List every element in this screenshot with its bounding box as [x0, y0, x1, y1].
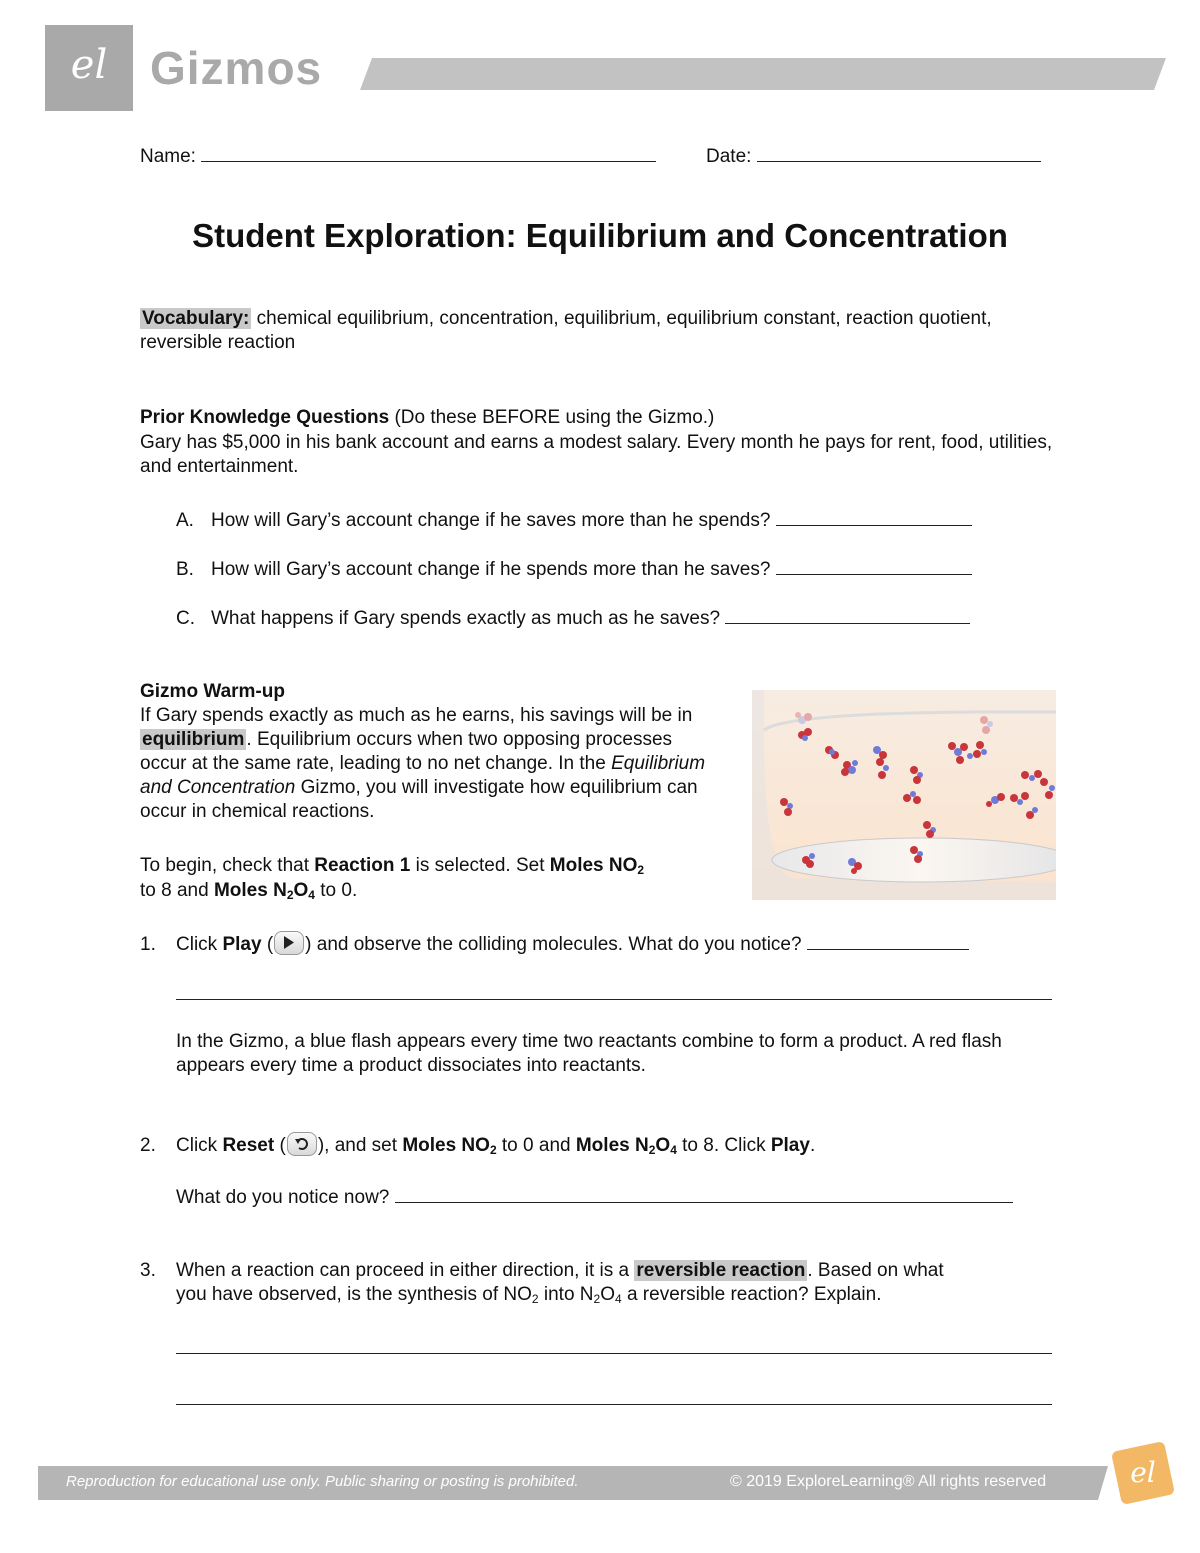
- question-text: .: [809, 1135, 816, 1157]
- reset-label: Reset: [222, 1135, 275, 1157]
- question-letter: B.: [176, 559, 194, 580]
- question-text: Click: [176, 934, 218, 955]
- play-label: Play: [222, 934, 262, 955]
- vocabulary: [140, 307, 1050, 355]
- warmup-paragraph: [140, 704, 722, 824]
- answer-line-3a[interactable]: [176, 1353, 1052, 1354]
- warmup-text: . Equilibrium occurs when two opposing processes occur at the same rate, leading to no net change. In the: [140, 729, 673, 774]
- brand-name: Gizmos: [150, 42, 323, 94]
- question-text: What do you notice now?: [176, 1187, 390, 1208]
- vocabulary-label: Vocabulary:: [142, 308, 250, 329]
- header-bar: [360, 58, 1166, 90]
- warmup-text: Gizmo, you will investigate how equilibrium can occur in chemical reactions.: [140, 777, 698, 822]
- question-text: you have observed, is the synthesis of NO: [176, 1284, 532, 1305]
- play-label: Play: [770, 1135, 810, 1157]
- question-1: 1. Click Play ( ) and observe the colliding molecules. What do you notice?: [140, 931, 969, 957]
- question-3: [140, 1259, 944, 1283]
- question-3-line2: [176, 1283, 882, 1308]
- warmup-heading: Gizmo Warm-up: [140, 681, 285, 702]
- answer-line-1b[interactable]: [176, 999, 1052, 1000]
- date-label: Date:: [706, 146, 752, 167]
- question-letter: A.: [176, 510, 194, 531]
- instruction-text: to 8 and: [140, 880, 209, 901]
- moles-no2-label: Moles $NO_2$: [549, 855, 645, 877]
- reaction-1-label: Reaction 1: [314, 855, 411, 876]
- question-text: When a reaction can proceed in either direction, it is a: [176, 1260, 630, 1281]
- question-a: [176, 507, 972, 533]
- question-c: [176, 605, 970, 631]
- q2-notice: [176, 1184, 1013, 1210]
- answer-blank-a[interactable]: [776, 507, 972, 526]
- question-text: ) and observe the colliding molecules. What do you notice?: [305, 934, 802, 955]
- svg-text:el: el: [1130, 1456, 1156, 1489]
- question-number: 1.: [140, 934, 156, 955]
- question-2: 2. Click Reset ( ), and set Moles $NO_2$ to 0 and Moles $N_2O_4$ to 8. Click Play.: [140, 1134, 815, 1159]
- term-equilibrium: equilibrium: [142, 729, 245, 750]
- question-number: 2.: [140, 1135, 156, 1157]
- question-number: 3.: [140, 1260, 156, 1281]
- date-line: [706, 143, 1041, 169]
- reset-icon: [287, 1132, 317, 1156]
- term-reversible-reaction: reversible reaction: [636, 1260, 806, 1281]
- prior-knowledge-note: (Do these BEFORE using the Gizmo.): [394, 407, 715, 428]
- answer-blank-1a[interactable]: [807, 931, 969, 950]
- moles-no2-label: Moles $NO_2$: [402, 1135, 497, 1158]
- question-text: . Based on what: [807, 1260, 944, 1281]
- footer-right-text: © 2019 ExploreLearning® All rights reserved: [730, 1473, 1047, 1490]
- gizmo-name: Equilibrium and Concentration: [140, 753, 706, 798]
- question-text: a reversible reaction? Explain.: [621, 1284, 882, 1305]
- question-text: ), and set: [317, 1135, 398, 1157]
- instruction-text: to 0.: [320, 880, 358, 901]
- question-b: [176, 556, 972, 582]
- header: [0, 0, 1200, 120]
- question-letter: C.: [176, 608, 195, 629]
- play-icon: [274, 931, 304, 955]
- prior-knowledge-title: Prior Knowledge Questions: [140, 407, 390, 428]
- question-text: to 8. Click: [682, 1135, 766, 1157]
- answer-blank-b[interactable]: [776, 556, 972, 575]
- date-field[interactable]: [757, 143, 1041, 162]
- name-line: [140, 143, 656, 169]
- q1-note: In the Gizmo, a blue flash appears every time two reactants combine to form a product. A red flash appears every time a product dissociates into reactants.: [176, 1031, 1002, 1076]
- question-text: Click: [176, 1135, 218, 1157]
- answer-blank-2[interactable]: [395, 1184, 1013, 1203]
- moles-n2o4-label: Moles $N_2O_4$: [575, 1135, 677, 1158]
- moles-n2o4-label: Moles $N_2O_4$: [213, 880, 315, 902]
- question-text: What happens if Gary spends exactly as much as he saves?: [211, 608, 721, 629]
- warmup-instructions: [140, 854, 722, 904]
- el-badge: [1110, 1440, 1176, 1506]
- answer-line-3b[interactable]: [176, 1404, 1052, 1405]
- molecules-beaker-image: [752, 690, 1056, 900]
- logo-box: [45, 25, 133, 111]
- instruction-text: is selected. Set: [415, 855, 545, 876]
- answer-blank-c[interactable]: [725, 605, 970, 624]
- question-text: into N: [538, 1284, 594, 1305]
- page-title: Student Exploration: Equilibrium and Concentration: [192, 217, 1008, 254]
- q3-line2-placeholder: you have observed, is the synthesis of $NO_2$ into $N_2O_4$ a reversible reaction? Explain.: [176, 1284, 882, 1306]
- name-field[interactable]: [201, 143, 656, 162]
- question-text: How will Gary’s account change if he saves more than he spends?: [211, 510, 771, 531]
- vocabulary-terms: chemical equilibrium, concentration, equilibrium, equilibrium constant, reaction quotient, reversible reaction: [140, 308, 992, 353]
- warmup-text: If Gary spends exactly as much as he earns, his savings will be in: [140, 705, 693, 726]
- logo-mark: el: [70, 42, 108, 88]
- prior-knowledge-heading: [140, 406, 714, 430]
- prior-knowledge-intro: Gary has $5,000 in his bank account and earns a modest salary. Every month he pays for rent, food, utilities, and entertainment.: [140, 432, 1053, 477]
- footer-left-text: Reproduction for educational use only. Public sharing or posting is prohibited.: [66, 1473, 579, 1490]
- question-text: How will Gary’s account change if he spends more than he saves?: [211, 559, 771, 580]
- instruction-text: To begin, check that: [140, 855, 309, 876]
- name-label: Name:: [140, 146, 196, 167]
- question-text: to 0 and: [501, 1135, 571, 1157]
